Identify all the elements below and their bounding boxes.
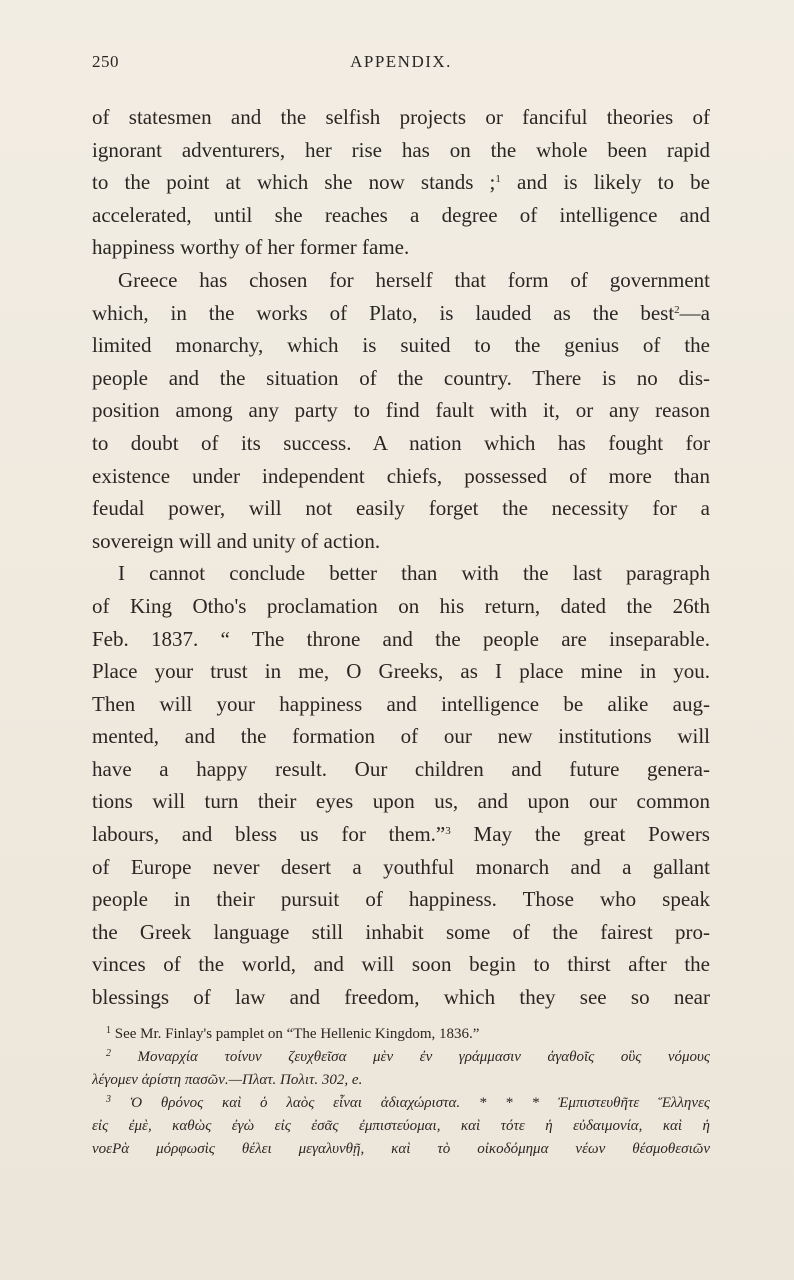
body-line: Feb. 1837. “ The throne and the people are inseparable. <box>92 626 710 651</box>
footnote-3 <box>92 1092 710 1115</box>
footnote-2-cont: λέγομεν ἀρίστη πασῶν.—Πλατ. Πολιτ. 302, e. <box>92 1072 363 1088</box>
body-line: of King Otho's proclamation on his return, dated the 26th <box>92 593 710 618</box>
body-line <box>92 818 710 851</box>
footnote-ref-3: 3 <box>445 825 451 838</box>
body-line: of statesmen and the selfish projects or fanciful theories of <box>92 105 710 129</box>
footnotes <box>92 1023 710 1161</box>
body-line: happiness worthy of her former fame. <box>92 235 410 260</box>
body-line: blessings of law and freedom, which they see so near <box>92 985 710 1010</box>
body-line-text: and is likely to be <box>500 170 710 195</box>
body-line-text: —a <box>679 300 710 325</box>
body-line: have a happy result. Our children and future genera- <box>92 756 710 781</box>
footnote-text: Ὁ θρόνος καὶ ὁ λαὸς εἶναι ἀδιαχώριστα. * * * Ἐμπιστευθῆτε Ἕλληνες <box>111 1095 710 1111</box>
footnote-1 <box>92 1023 710 1046</box>
body-line <box>92 297 710 330</box>
body-line: position among any party to find fault with it, or any reason <box>92 398 710 423</box>
page-number: 250 <box>92 52 119 71</box>
body-line: Then will your happiness and intelligence be alike aug- <box>92 691 710 716</box>
running-head: APPENDIX. <box>350 52 452 71</box>
body-line: Greece has chosen for herself that form of government <box>118 267 710 292</box>
footnote-mark-1: 1 <box>106 1025 111 1036</box>
page-header <box>92 52 710 78</box>
footnote-ref-2: 2 <box>674 303 680 316</box>
body-line <box>92 166 710 199</box>
body-line: mented, and the formation of our new institutions will <box>92 724 710 749</box>
body-line: vinces of the world, and will soon begin to thirst after the <box>92 952 710 977</box>
footnote-mark-3: 3 <box>106 1094 111 1105</box>
body-line: people and the situation of the country. There is no dis- <box>92 365 710 390</box>
body-line-text: May the great Powers <box>450 822 710 847</box>
footnote-3-cont: νοεΡὰ μόρφωσὶς θέλει μεγαλυνθῇ, καὶ τὸ οἰκοδόμημα νέων θέσμοθεσιῶν <box>92 1141 710 1157</box>
footnote-3-cont: εἰς ἐμὲ, καθὼς ἐγὼ εἰς ἐσᾶς ἐμπιστεύομαι, καὶ τότε ἡ εὐδαιμονία, καὶ ἡ <box>92 1118 710 1134</box>
body-line: of Europe never desert a youthful monarch and a gallant <box>92 854 710 879</box>
footnote-text: See Mr. Finlay's pamplet on “The Hellenic Kingdom, 1836.” <box>111 1026 480 1042</box>
body-line-text: labours, and bless us for them.” <box>92 822 446 847</box>
body-line: accelerated, until she reaches a degree of intelligence and <box>92 202 710 227</box>
body-line: limited monarchy, which is suited to the genius of the <box>92 333 710 358</box>
body-line: the Greek language still inhabit some of the fairest pro- <box>92 919 710 944</box>
body-line: sovereign will and unity of action. <box>92 528 381 553</box>
body-line: people in their pursuit of happiness. Those who speak <box>92 887 710 912</box>
footnote-ref-1: 1 <box>495 173 501 186</box>
body-line: tions will turn their eyes upon us, and upon our common <box>92 789 710 814</box>
body-line: to doubt of its success. A nation which has fought for <box>92 430 710 455</box>
body-line-text: which, in the works of Plato, is lauded as the best <box>92 300 675 325</box>
body-text <box>92 101 710 1014</box>
body-line: feudal power, will not easily forget the necessity for a <box>92 496 710 521</box>
body-line: ignorant adventurers, her rise has on the whole been rapid <box>92 137 710 162</box>
body-line-text: to the point at which she now stands ; <box>92 170 496 195</box>
body-line: Place your trust in me, O Greeks, as I place mine in you. <box>92 659 710 684</box>
body-line: existence under independent chiefs, possessed of more than <box>92 463 710 488</box>
footnote-mark-2: 2 <box>106 1048 111 1059</box>
body-line: I cannot conclude better than with the last paragraph <box>118 561 710 586</box>
footnote-text: Μοναρχία τοίνυν ζευχθεῖσα μὲν ἐν γράμμασιν ἀγαθοῖς οὓς νόμους <box>111 1049 710 1065</box>
footnote-2 <box>92 1046 710 1069</box>
